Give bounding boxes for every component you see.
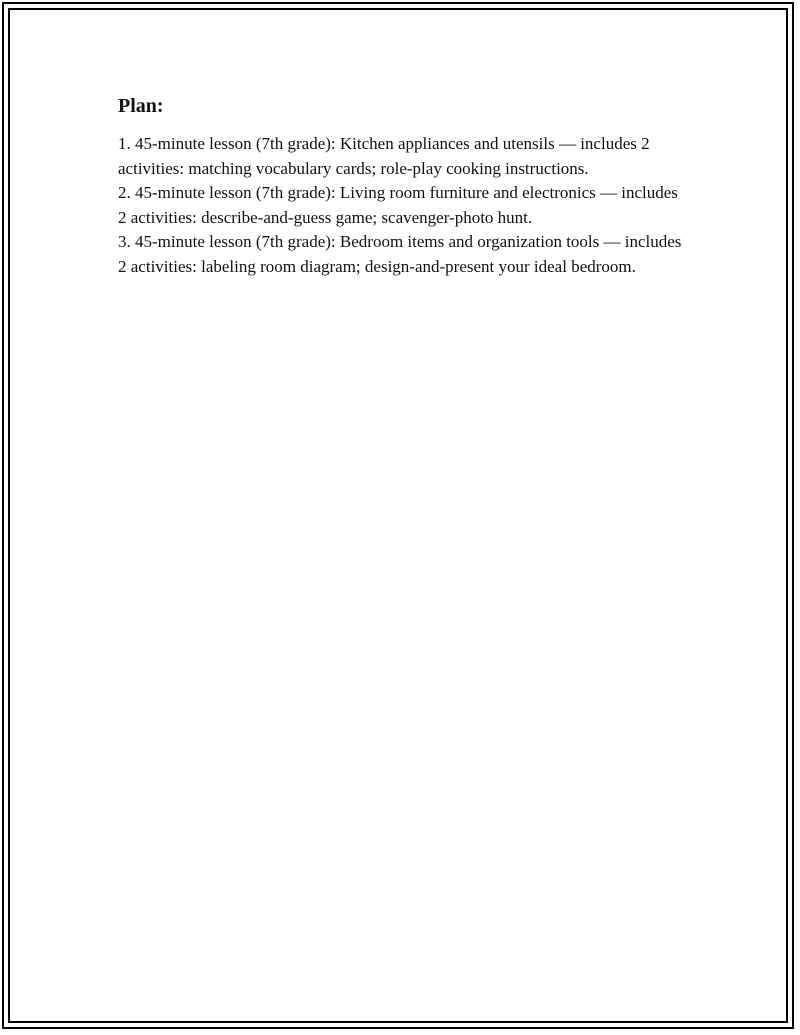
plan-item-1: 1. 45-minute lesson (7th grade): Kitchen appliances and utensils — includes 2 activities: matching vocabulary cards; role-play cooking instructions. <box>118 134 650 178</box>
plan-item-2: 2. 45-minute lesson (7th grade): Living room furniture and electronics — includes 2 activities: describe-and-guess game; scavenger-photo hunt. <box>118 183 678 227</box>
plan-item-3: 3. 45-minute lesson (7th grade): Bedroom items and organization tools — includes 2 activities: labeling room diagram; design-and-present your ideal bedroom. <box>118 232 682 276</box>
plan-list <box>118 132 688 279</box>
plan-heading: Plan: <box>118 95 164 117</box>
document-body <box>118 94 688 279</box>
